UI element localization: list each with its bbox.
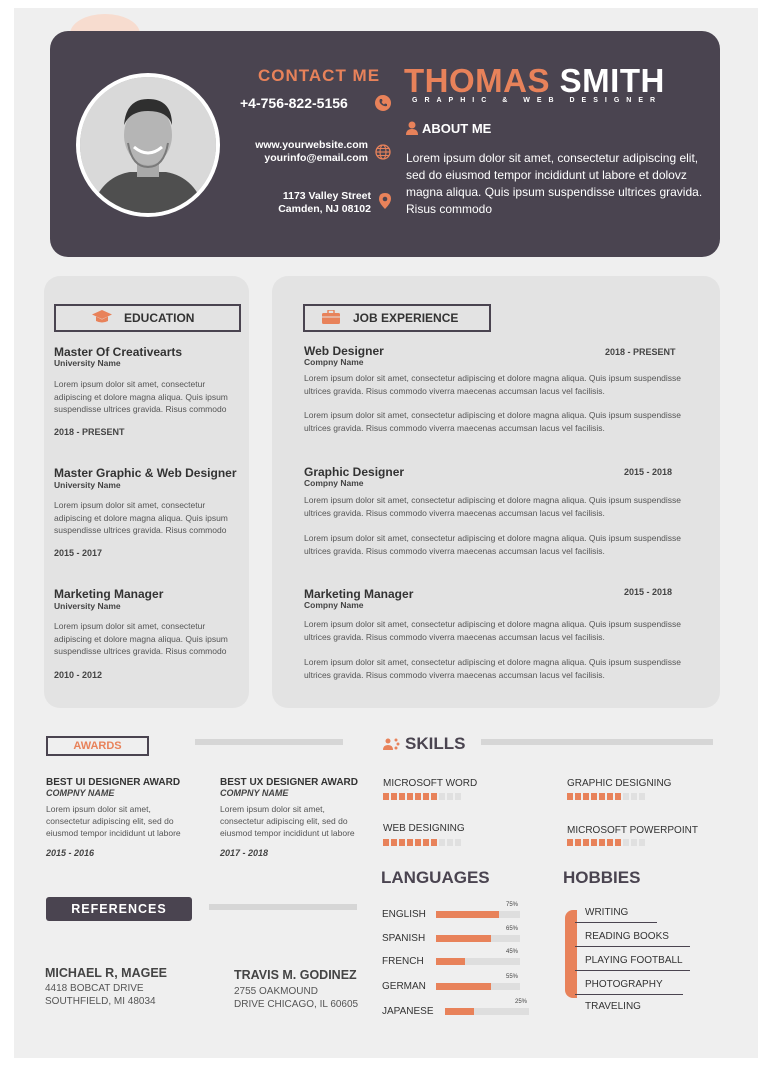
reference-address: 4418 BOBCAT DRIVE: [45, 983, 144, 994]
last-name: SMITH: [559, 62, 665, 99]
portrait-image: [80, 77, 216, 213]
language-percent: 25%: [515, 999, 528, 1005]
skill-dot: [575, 839, 581, 846]
skill-dot: [399, 793, 405, 800]
briefcase-icon: [322, 310, 340, 324]
reference-address: DRIVE CHICAGO, IL 60605: [234, 999, 359, 1010]
edu-school: University Name: [54, 358, 121, 368]
skill-name: GRAPHIC DESIGNING: [567, 778, 672, 789]
award-title: BEST UI DESIGNER AWARD: [46, 777, 181, 788]
edu-degree: Marketing Manager: [54, 587, 164, 601]
skill-dot: [455, 839, 461, 846]
phone-icon: [375, 95, 391, 111]
skill-dot: [639, 793, 645, 800]
reference-address: 2755 OAKMOUND: [234, 986, 318, 997]
skill-level: [567, 793, 645, 800]
job-date: 2018 - PRESENT: [605, 347, 676, 357]
award-title: BEST UX DESIGNER AWARD: [220, 777, 358, 788]
language-bar-fill: [436, 983, 491, 990]
edu-date: 2018 - PRESENT: [54, 427, 125, 437]
address-line-1: 1173 Valley Street: [282, 190, 371, 202]
job-company: Compny Name: [304, 478, 364, 488]
skill-dot: [615, 839, 621, 846]
skill-dot: [431, 839, 437, 846]
job-experience-title: JOB EXPERIENCE: [303, 304, 491, 332]
language-bar: [445, 1008, 529, 1015]
language-bar: [436, 958, 520, 965]
job-role: GRAPHIC & WEB DESIGNER: [412, 97, 663, 104]
skill-dot: [599, 839, 605, 846]
language-percent: 45%: [506, 949, 519, 955]
skill-dot: [447, 839, 453, 846]
hobby-item: READING BOOKS: [585, 931, 669, 942]
language-bar-fill: [445, 1008, 474, 1015]
skill-dot: [567, 839, 573, 846]
email-link[interactable]: yourinfo@email.com: [264, 152, 368, 164]
edu-text: Lorem ipsum dolor sit amet, consectetur adipiscing et dolore magna aliqua. Quis ipsum suspendisse ultrices gravida. Risus commodo: [54, 500, 228, 535]
skill-dot: [615, 793, 621, 800]
hobby-underline: [575, 922, 657, 923]
skill-dot: [623, 793, 629, 800]
award-text: Lorem ipsum dolor sit amet, consectetur adipiscing elit, sed do eiusmod tempor incididunt ut labore: [220, 804, 355, 838]
user-icon: [406, 121, 418, 135]
language-bar-fill: [436, 935, 491, 942]
hobby-underline: [575, 994, 683, 995]
edu-degree: Master Of Creativearts: [54, 345, 183, 359]
contact-web: [236, 139, 368, 165]
skill-dot: [431, 793, 437, 800]
skill-dot: [407, 839, 413, 846]
full-name: [404, 62, 665, 100]
skill-dot: [591, 839, 597, 846]
language-percent: 75%: [506, 902, 519, 908]
skills-title: SKILLS: [405, 734, 466, 753]
divider: [209, 904, 357, 910]
language-name: JAPANESE: [382, 1006, 434, 1017]
graduation-cap-icon: [92, 310, 112, 324]
skill-dot: [583, 839, 589, 846]
award-date: 2015 - 2016: [46, 848, 95, 858]
job-role: Web Designer: [304, 344, 384, 358]
skill-level: [383, 839, 461, 846]
skill-dot: [447, 793, 453, 800]
job-role: Graphic Designer: [304, 465, 405, 479]
skill-dot: [423, 839, 429, 846]
hobby-item: WRITING: [585, 907, 629, 918]
job-experience-panel: [272, 276, 720, 708]
skills-icon: [383, 737, 401, 751]
skill-dot: [639, 839, 645, 846]
language-bar-fill: [436, 958, 465, 965]
about-title: ABOUT ME: [422, 121, 492, 136]
language-bar-fill: [436, 911, 499, 918]
language-bar: [436, 983, 520, 990]
reference-address: SOUTHFIELD, MI 48034: [45, 996, 156, 1007]
hobbies-title: HOBBIES: [563, 868, 641, 887]
skill-level: [567, 839, 645, 846]
edu-degree: Master Graphic & Web Designer: [54, 466, 237, 480]
skill-name: MICROSOFT WORD: [383, 778, 478, 789]
skill-dot: [583, 793, 589, 800]
skill-level: [383, 793, 461, 800]
skill-dot: [455, 793, 461, 800]
edu-text: Lorem ipsum dolor sit amet, consectetur adipiscing et dolore magna aliqua. Quis ipsum suspendisse ultrices gravida. Risus commodo: [54, 621, 228, 656]
contact-title: CONTACT ME: [258, 66, 381, 85]
skill-name: WEB DESIGNING: [383, 823, 465, 834]
skill-dot: [591, 793, 597, 800]
award-date: 2017 - 2018: [220, 848, 269, 858]
job-company: Compny Name: [304, 600, 364, 610]
skill-dot: [391, 793, 397, 800]
divider: [195, 739, 343, 745]
skill-dot: [567, 793, 573, 800]
reference-name: TRAVIS M. GODINEZ: [234, 968, 357, 982]
job-text: Lorem ipsum dolor sit amet, consectetur adipiscing et dolore magna aliqua. Quis ipsum suspendisse ultrices gravida. Risus commodo viverra maecenas accumsan lacus vel facilisis.: [304, 373, 682, 396]
hobby-underline: [575, 970, 690, 971]
job-role: Marketing Manager: [304, 587, 414, 601]
hobby-underline: [575, 946, 690, 947]
education-title: EDUCATION: [54, 304, 241, 332]
globe-icon: [375, 144, 391, 160]
contact-address: [236, 190, 371, 216]
edu-text: Lorem ipsum dolor sit amet, consectetur adipiscing et dolore magna aliqua. Quis ipsum suspendisse ultrices gravida. Risus commodo: [54, 379, 228, 414]
hobbies-accent-bar: [565, 910, 577, 998]
skill-dot: [599, 793, 605, 800]
skill-dot: [607, 793, 613, 800]
skill-dot: [415, 839, 421, 846]
edu-school: University Name: [54, 480, 121, 490]
award-company: COMPNY NAME: [220, 788, 289, 798]
job-text: Lorem ipsum dolor sit amet, consectetur adipiscing et dolore magna aliqua. Quis ipsum suspendisse ultrices gravida. Risus commodo viverra maecenas accumsan lacus vel facilisis.: [304, 495, 682, 518]
skill-dot: [631, 839, 637, 846]
job-date: 2015 - 2018: [624, 587, 673, 597]
language-percent: 55%: [506, 974, 519, 980]
job-text: Lorem ipsum dolor sit amet, consectetur adipiscing et dolore magna aliqua. Quis ipsum suspendisse ultrices gravida. Risus commodo viverra maecenas accumsan lacus vel facilisis.: [304, 619, 682, 642]
skill-dot: [623, 839, 629, 846]
edu-date: 2010 - 2012: [54, 670, 103, 680]
about-text: Lorem ipsum dolor sit amet, consectetur adipiscing elit, sed do eiusmod tempor incididunt ut labore et dolovz magna aliqua. Quis ipsum suspendisse ultrices gravida. Risus commodo: [406, 151, 703, 216]
job-text: Lorem ipsum dolor sit amet, consectetur adipiscing et dolore magna aliqua. Quis ipsum suspendisse ultrices gravida. Risus commodo viverra maecenas accumsan lacus vel facilisis.: [304, 533, 682, 556]
address-line-2: Camden, NJ 08102: [278, 203, 371, 215]
skill-name: MICROSOFT POWERPOINT: [567, 825, 698, 836]
skill-dot: [439, 793, 445, 800]
hobby-item: PHOTOGRAPHY: [585, 979, 663, 990]
job-text: Lorem ipsum dolor sit amet, consectetur adipiscing et dolore magna aliqua. Quis ipsum suspendisse ultrices gravida. Risus commodo viverra maecenas accumsan lacus vel facilisis.: [304, 410, 682, 433]
award-company: COMPNY NAME: [46, 788, 115, 798]
reference-name: MICHAEL R, MAGEE: [45, 966, 167, 980]
skill-dot: [423, 793, 429, 800]
skill-dot: [607, 839, 613, 846]
edu-date: 2015 - 2017: [54, 548, 103, 558]
profile-photo: [76, 73, 220, 217]
language-name: ENGLISH: [382, 909, 426, 920]
job-company: Compny Name: [304, 357, 364, 367]
skill-dot: [439, 839, 445, 846]
references-title: REFERENCES: [46, 897, 192, 921]
hobby-item: TRAVELING: [585, 1001, 641, 1012]
hobby-item: PLAYING FOOTBALL: [585, 955, 683, 966]
language-name: SPANISH: [382, 933, 426, 944]
location-pin-icon: [379, 193, 391, 209]
skill-dot: [407, 793, 413, 800]
skill-dot: [399, 839, 405, 846]
skill-dot: [391, 839, 397, 846]
first-name: THOMAS: [404, 62, 550, 99]
language-bar: [436, 935, 520, 942]
divider: [481, 739, 713, 745]
language-bar: [436, 911, 520, 918]
website-link[interactable]: www.yourwebsite.com: [255, 139, 368, 151]
skill-dot: [575, 793, 581, 800]
edu-school: University Name: [54, 601, 121, 611]
job-text: Lorem ipsum dolor sit amet, consectetur adipiscing et dolore magna aliqua. Quis ipsum suspendisse ultrices gravida. Risus commodo viverra maecenas accumsan lacus vel facilisis.: [304, 657, 682, 680]
skill-dot: [631, 793, 637, 800]
language-percent: 65%: [506, 926, 519, 932]
skill-dot: [383, 839, 389, 846]
language-name: FRENCH: [382, 956, 424, 967]
awards-title: AWARDS: [46, 736, 149, 756]
skill-dot: [415, 793, 421, 800]
skill-dot: [383, 793, 389, 800]
phone-number[interactable]: +4-756-822-5156: [240, 95, 348, 111]
award-text: Lorem ipsum dolor sit amet, consectetur adipiscing elit, sed do eiusmod tempor incididunt ut labore: [46, 804, 181, 838]
language-name: GERMAN: [382, 981, 426, 992]
job-date: 2015 - 2018: [624, 467, 673, 477]
languages-title: LANGUAGES: [381, 868, 490, 887]
